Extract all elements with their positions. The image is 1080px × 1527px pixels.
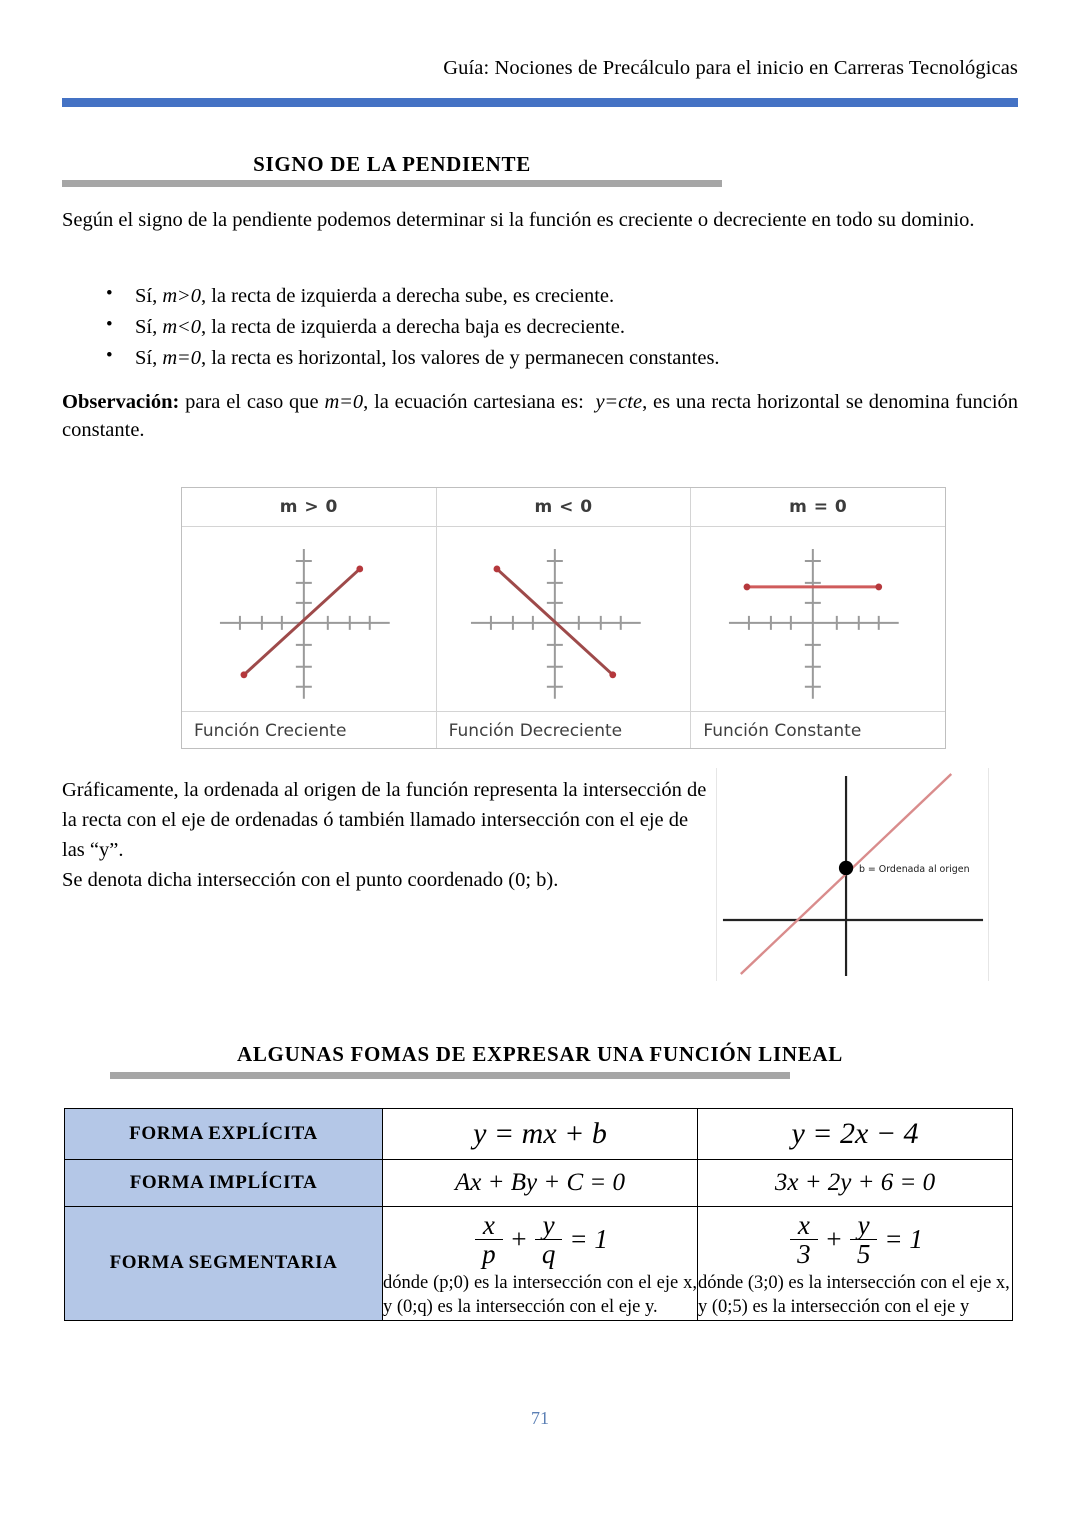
figure-y-intercept xyxy=(716,768,989,981)
fraction-numerator: y xyxy=(542,1210,555,1240)
observation-math1-var: m xyxy=(324,391,340,413)
section-rule-slope-sign xyxy=(62,180,722,187)
ordenada-line-4: Se denota dicha intersección con el punto coordenado (0; b). xyxy=(62,869,559,892)
fraction-equation-general xyxy=(383,1207,697,1268)
bullet-math-rel: = xyxy=(178,346,190,369)
ordenada-line-2: la intersección de la recta con el eje de ordenadas ó también xyxy=(62,779,707,832)
plot-decreasing xyxy=(437,527,691,711)
observation-part3: , es una recta horizontal se denomina función constante. xyxy=(62,391,1019,442)
page-number: 71 xyxy=(531,1408,549,1428)
bullet-rest: , la recta de izquierda a derecha sube, es creciente. xyxy=(200,285,615,307)
sign-panel-head: m > 0 xyxy=(182,488,436,527)
axes-decreasing-icon xyxy=(437,527,691,711)
ordenada-line-3: llamado intersección con el eje de las “y”. xyxy=(62,809,689,862)
plot-constant xyxy=(691,527,945,711)
observation-part2: , la ecuación cartesiana es: xyxy=(363,391,584,413)
figure-slope-sign-panels xyxy=(181,487,946,749)
header-rule xyxy=(62,98,1018,107)
fraction-numerator: x xyxy=(797,1210,810,1240)
form-example-implicita: 3x + 2y + 6 = 0 xyxy=(698,1160,1013,1207)
bullet-math-var: m xyxy=(162,346,178,369)
fraction-numerator: y xyxy=(857,1210,870,1240)
table-row xyxy=(65,1207,1013,1321)
slope-sign-bullet-list xyxy=(62,281,1018,373)
paragraph-intro: Según el signo de la pendiente podemos determinar si la función es creciente o decreciente en todo su dominio. xyxy=(62,209,975,231)
fraction-denominator: q xyxy=(535,1239,563,1268)
intercept-graph-icon xyxy=(717,768,988,981)
form-example-explicita: y = 2x − 4 xyxy=(698,1109,1013,1160)
table-row xyxy=(65,1160,1013,1207)
list-item xyxy=(62,281,1018,312)
sign-panel-foot: Función Constante xyxy=(691,711,945,750)
bullet-lead: Sí, xyxy=(135,315,158,338)
bullet-math-val: 0 xyxy=(190,315,201,338)
bullet-rest: , la recta de izquierda a derecha baja es decreciente. xyxy=(200,315,625,338)
fraction-y-over-5 xyxy=(850,1211,878,1268)
intercept-point-marker xyxy=(839,861,853,875)
observation-math2-rel: = xyxy=(605,391,618,413)
fraction-denominator: 3 xyxy=(790,1239,818,1268)
segmentaria-note-example: dónde (3;0) es la intersección con el eje x, y (0;5) es la intersección con el eje y xyxy=(698,1273,1010,1317)
fraction-equation-example xyxy=(698,1207,1012,1268)
fraction-numerator: x xyxy=(482,1210,495,1240)
sign-panel-decreasing xyxy=(437,488,692,748)
list-item xyxy=(62,343,1018,374)
form-example-segmentaria xyxy=(698,1207,1013,1321)
paragraph-ordenada-al-origen xyxy=(62,775,712,896)
list-item xyxy=(62,312,1018,343)
intercept-label: b = Ordenada al origen xyxy=(858,863,970,876)
fraction-rhs: = 1 xyxy=(569,1224,608,1255)
form-general-explicita: y = mx + b xyxy=(383,1109,698,1160)
bullet-rest: , la recta es horizontal, los valores de y permanecen constantes. xyxy=(200,346,720,369)
fraction-x-over-3 xyxy=(790,1211,818,1268)
bullet-math-rel: > xyxy=(178,285,190,307)
bullet-math-val: 0 xyxy=(190,285,201,307)
fraction-y-over-q xyxy=(535,1211,563,1268)
section-title-slope-sign: SIGNO DE LA PENDIENTE xyxy=(253,152,531,176)
paragraph-observation xyxy=(62,388,1018,444)
sign-panel-head: m < 0 xyxy=(437,488,691,527)
bullet-math-var: m xyxy=(162,285,178,307)
sign-panel-head: m = 0 xyxy=(691,488,945,527)
observation-part1: para el caso que xyxy=(185,391,319,413)
fraction-operator: + xyxy=(824,1224,843,1255)
sign-panel-foot: Función Creciente xyxy=(182,711,436,750)
section-rule-linear-forms xyxy=(110,1072,790,1079)
observation-math1-val: 0 xyxy=(352,391,364,413)
observation-math2-var: y xyxy=(595,391,605,413)
form-label-segmentaria: FORMA SEGMENTARIA xyxy=(65,1207,383,1321)
axes-increasing-icon xyxy=(182,527,436,711)
sign-panel-increasing xyxy=(182,488,437,748)
fraction-operator: + xyxy=(509,1224,528,1255)
bullet-lead: Sí, xyxy=(135,346,158,369)
fraction-denominator: p xyxy=(475,1239,503,1268)
bullet-math-var: m xyxy=(162,315,178,338)
sign-panel-foot: Función Decreciente xyxy=(437,711,691,750)
form-label-explicita: FORMA EXPLÍCITA xyxy=(65,1109,383,1160)
linear-forms-table xyxy=(64,1108,1013,1321)
ordenada-line-1: Gráficamente, la ordenada al origen de la función representa xyxy=(62,779,558,801)
segmentaria-note-general: dónde (p;0) es la intersección con el eje x, y (0;q) es la intersección con el eje y. xyxy=(383,1273,697,1317)
bullet-math-rel: < xyxy=(178,315,190,338)
fraction-x-over-p xyxy=(475,1211,503,1268)
form-general-segmentaria xyxy=(383,1207,698,1321)
plot-increasing xyxy=(182,527,436,711)
observation-label: Observación: xyxy=(62,391,180,413)
running-header: Guía: Nociones de Precálculo para el inicio en Carreras Tecnológicas xyxy=(443,57,1018,79)
form-label-implicita: FORMA IMPLÍCITA xyxy=(65,1160,383,1207)
sign-panel-constant xyxy=(691,488,945,748)
observation-math1-rel: = xyxy=(340,391,352,413)
fraction-denominator: 5 xyxy=(850,1239,878,1268)
table-row xyxy=(65,1109,1013,1160)
section-title-linear-forms: ALGUNAS FOMAS DE EXPRESAR UNA FUNCIÓN LINEAL xyxy=(236,1042,844,1066)
observation-math2-val: cte xyxy=(618,391,643,413)
fraction-rhs: = 1 xyxy=(884,1224,923,1255)
bullet-math-val: 0 xyxy=(190,346,201,369)
bullet-lead: Sí, xyxy=(135,285,158,307)
axes-constant-icon xyxy=(691,527,945,711)
form-general-implicita: Ax + By + C = 0 xyxy=(383,1160,698,1207)
